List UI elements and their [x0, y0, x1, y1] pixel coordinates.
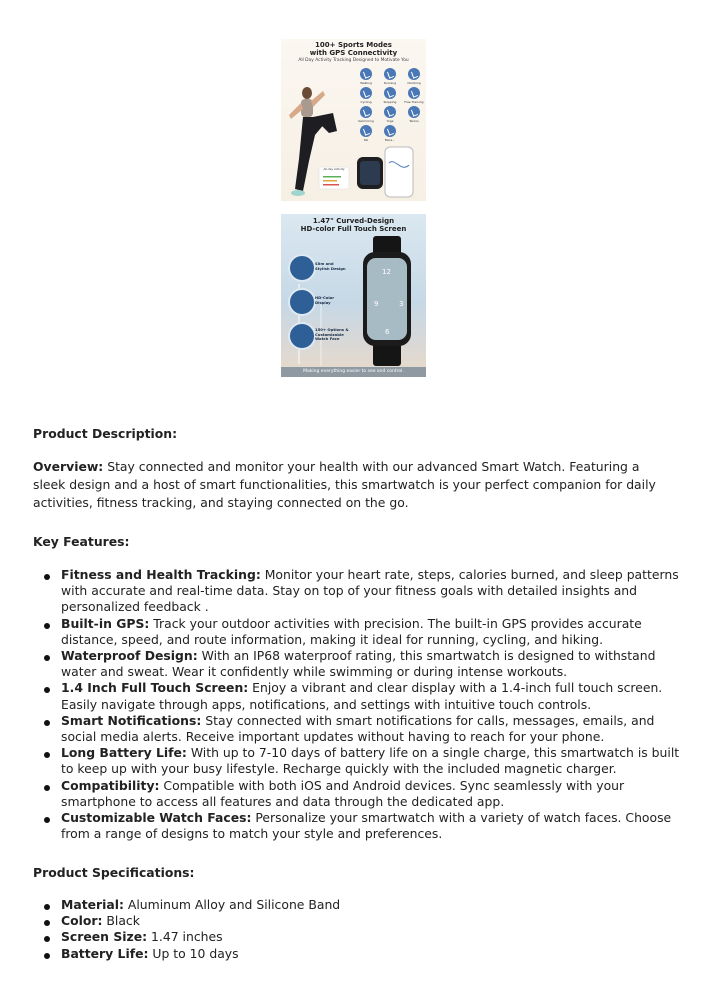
screen-image-title-line1: 1.47" Curved-Design	[312, 217, 395, 225]
more-modes-icon	[384, 125, 396, 137]
overview-label: Overview:	[33, 459, 104, 474]
feature-label: Fitness and Health Tracking:	[61, 567, 261, 582]
screen-image-title-line2: HD-color Full Touch Screen	[300, 225, 407, 233]
mode-label: Free Training	[404, 100, 424, 104]
feature-text: Monitor your heart rate, steps, calories burned, and sleep patterns with accurate and real-time data. Stay on top of your fitness goals with detailed insights and personalized feedback .	[61, 567, 679, 615]
feature-label: Waterproof Design:	[61, 648, 198, 664]
climbing-icon	[408, 68, 420, 80]
feature-text: Enjoy a vibrant and clear display with a 1.4-inch full touch screen. Easily navigate through apps, notifications, and settings with intuitive touch controls.	[61, 680, 663, 712]
feature-text: Compatible with both iOS and Android devices. Sync seamlessly with your smartphone to access all features and data through the dedicated app.	[61, 777, 625, 809]
svg-text:9: 9	[374, 300, 379, 308]
spec-label: Screen Size:	[61, 929, 148, 945]
feature-text: Track your outdoor activities with precision. The built-in GPS provides accurate distance, speed, and route information, making it ideal for running, cycling, and hiking.	[61, 615, 642, 647]
feature-item-compatibility	[61, 778, 681, 810]
spec-item-color	[61, 913, 681, 929]
running-icon	[384, 68, 396, 80]
key-features-list	[61, 567, 681, 842]
specifications-list	[61, 897, 681, 962]
mode-label: Climbing	[407, 81, 421, 85]
spec-label: Color:	[61, 913, 103, 929]
feature-display-label: HD-Color Display	[315, 295, 335, 305]
mode-label: Walking	[360, 81, 372, 85]
tennis-icon	[408, 106, 420, 118]
feature-item-fitness	[61, 567, 681, 616]
feature-label: Customizable Watch Faces:	[61, 810, 252, 826]
mode-label: More...	[384, 138, 396, 142]
skipping-icon	[384, 87, 396, 99]
mode-label: Tennis	[409, 119, 419, 123]
sports-image-subtitle: All Day Activity Tracking Designed to Motivate You	[298, 58, 409, 63]
feature-item-notifications	[61, 713, 681, 745]
walking-icon	[360, 68, 372, 80]
mode-label: Running	[383, 81, 397, 85]
svg-text:6: 6	[385, 328, 390, 336]
yoga-icon	[384, 106, 396, 118]
spec-label: Material:	[61, 897, 124, 912]
mode-label: Cycling	[360, 100, 372, 104]
curved-screen-product-image	[281, 214, 426, 377]
feature-watchface-label: 150+ Options & Customizable Watch Face	[315, 327, 349, 342]
mode-label: Swimming	[358, 119, 374, 123]
free-training-icon	[408, 87, 420, 99]
feature-text: With an IP68 waterproof rating, this smartwatch is designed to withstand water and sweat. Wear it confidently while swimming or during intense workouts.	[61, 648, 656, 680]
feature-text: With up to 7-10 days of battery life on a single charge, this smartwatch is built to keep up with your busy lifestyle. Recharge quickly with the included magnetic charger.	[61, 745, 680, 777]
feature-text: Stay connected with smart notifications for calls, messages, emails, and social media alerts. Receive important updates without having to reach for your phone.	[61, 712, 655, 745]
ski-icon	[360, 125, 372, 137]
feature-item-touch-screen	[61, 680, 681, 712]
product-specifications-heading: Product Specifications:	[33, 865, 195, 880]
screen-image-tagline: Making everything easier to see and control.	[281, 367, 426, 377]
slim-design-icon	[288, 254, 316, 282]
watch-face-icon	[288, 322, 316, 350]
spec-value: Aluminum Alloy and Silicone Band	[123, 897, 341, 912]
spec-value: 1.47 inches	[147, 929, 223, 945]
feature-label: Smart Notifications:	[61, 712, 202, 728]
feature-item-waterproof	[61, 648, 681, 680]
spec-label: Battery Life:	[61, 945, 149, 961]
spec-item-material	[61, 897, 681, 913]
sports-image-title-line2: with GPS Connectivity	[309, 49, 398, 57]
eye-display-icon	[288, 288, 316, 316]
feature-item-battery	[61, 745, 681, 777]
feature-item-gps	[61, 616, 681, 648]
mode-label: Ski	[363, 138, 369, 142]
feature-label: Built-in GPS:	[61, 615, 150, 631]
activity-card-title: All-day Activity	[323, 167, 345, 171]
svg-text:12: 12	[382, 268, 391, 276]
spec-value: Black	[102, 913, 140, 929]
feature-item-watch-faces	[61, 810, 681, 842]
product-description-heading: Product Description:	[33, 426, 178, 441]
feature-label: Compatibility:	[61, 777, 160, 793]
feature-label: 1.4 Inch Full Touch Screen:	[61, 680, 249, 696]
feature-slim-label: Slim and Stylish Design	[315, 261, 346, 271]
overview-text: Stay connected and monitor your health with our advanced Smart Watch. Featuring a sleek design and a host of smart functionalities, this smartwatch is your perfect companion for daily activities, fitness tracking, and staying connected on the go.	[33, 459, 656, 510]
feature-text: Personalize your smartwatch with a variety of watch faces. Choose from a range of designs to match your style and preferences.	[61, 810, 672, 842]
mode-label: Yoga	[386, 119, 394, 123]
svg-text:3: 3	[399, 300, 404, 308]
spec-item-battery-life	[61, 946, 681, 962]
spec-value: Up to 10 days	[148, 945, 239, 961]
sports-image-title-line1: 100+ Sports Modes	[315, 41, 392, 49]
feature-label: Long Battery Life:	[61, 745, 187, 761]
sports-modes-product-image	[281, 39, 426, 201]
mode-label: Skipping	[383, 100, 397, 104]
swimming-icon	[360, 106, 372, 118]
overview-paragraph	[33, 458, 673, 512]
spec-item-screen-size	[61, 929, 681, 945]
key-features-heading: Key Features:	[33, 534, 130, 549]
cycling-icon	[360, 87, 372, 99]
